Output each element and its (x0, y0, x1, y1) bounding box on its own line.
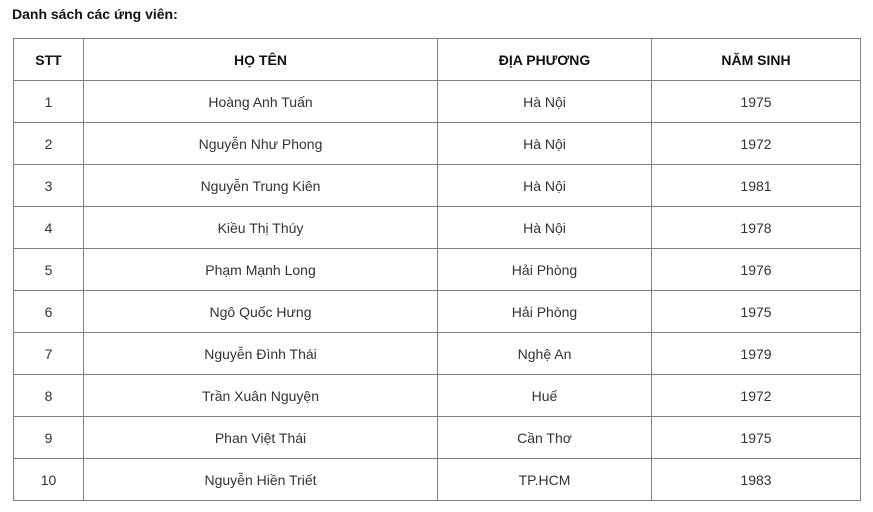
cell-stt: 10 (14, 459, 84, 501)
header-birth-year: NĂM SINH (652, 39, 861, 81)
cell-locality: Nghệ An (438, 333, 652, 375)
cell-locality: Hà Nội (438, 165, 652, 207)
cell-stt: 1 (14, 81, 84, 123)
cell-locality: Hải Phòng (438, 249, 652, 291)
cell-stt: 9 (14, 417, 84, 459)
table-row (14, 291, 861, 333)
cell-locality: Hải Phòng (438, 291, 652, 333)
table-row (14, 375, 861, 417)
cell-birth-year: 1983 (652, 459, 861, 501)
cell-stt: 7 (14, 333, 84, 375)
cell-birth-year: 1981 (652, 165, 861, 207)
table-row (14, 333, 861, 375)
cell-full-name: Nguyễn Đình Thái (84, 333, 438, 375)
cell-full-name: Phan Việt Thái (84, 417, 438, 459)
cell-locality: Cần Thơ (438, 417, 652, 459)
table-row (14, 81, 861, 123)
cell-birth-year: 1978 (652, 207, 861, 249)
page-heading: Danh sách các ứng viên: (12, 6, 178, 22)
header-full-name: HỌ TÊN (84, 39, 438, 81)
cell-birth-year: 1979 (652, 333, 861, 375)
header-locality: ĐỊA PHƯƠNG (438, 39, 652, 81)
table-row (14, 249, 861, 291)
cell-locality: Hà Nội (438, 207, 652, 249)
cell-stt: 6 (14, 291, 84, 333)
cell-birth-year: 1975 (652, 417, 861, 459)
cell-full-name: Ngô Quốc Hưng (84, 291, 438, 333)
cell-birth-year: 1972 (652, 375, 861, 417)
cell-birth-year: 1976 (652, 249, 861, 291)
cell-full-name: Nguyễn Trung Kiên (84, 165, 438, 207)
table-row (14, 207, 861, 249)
cell-birth-year: 1975 (652, 291, 861, 333)
cell-locality: Hà Nội (438, 81, 652, 123)
cell-birth-year: 1972 (652, 123, 861, 165)
table-row (14, 165, 861, 207)
cell-stt: 3 (14, 165, 84, 207)
cell-full-name: Phạm Mạnh Long (84, 249, 438, 291)
cell-full-name: Trần Xuân Nguyện (84, 375, 438, 417)
table-row (14, 123, 861, 165)
cell-stt: 2 (14, 123, 84, 165)
cell-full-name: Nguyễn Như Phong (84, 123, 438, 165)
cell-full-name: Hoàng Anh Tuấn (84, 81, 438, 123)
cell-stt: 4 (14, 207, 84, 249)
table-row (14, 459, 861, 501)
candidates-table (13, 38, 861, 501)
cell-locality: Hà Nội (438, 123, 652, 165)
cell-full-name: Nguyễn Hiền Triết (84, 459, 438, 501)
cell-locality: TP.HCM (438, 459, 652, 501)
cell-full-name: Kiều Thị Thúy (84, 207, 438, 249)
cell-birth-year: 1975 (652, 81, 861, 123)
cell-locality: Huế (438, 375, 652, 417)
table-row (14, 417, 861, 459)
header-stt: STT (14, 39, 84, 81)
cell-stt: 8 (14, 375, 84, 417)
table-header-row (14, 39, 861, 81)
cell-stt: 5 (14, 249, 84, 291)
